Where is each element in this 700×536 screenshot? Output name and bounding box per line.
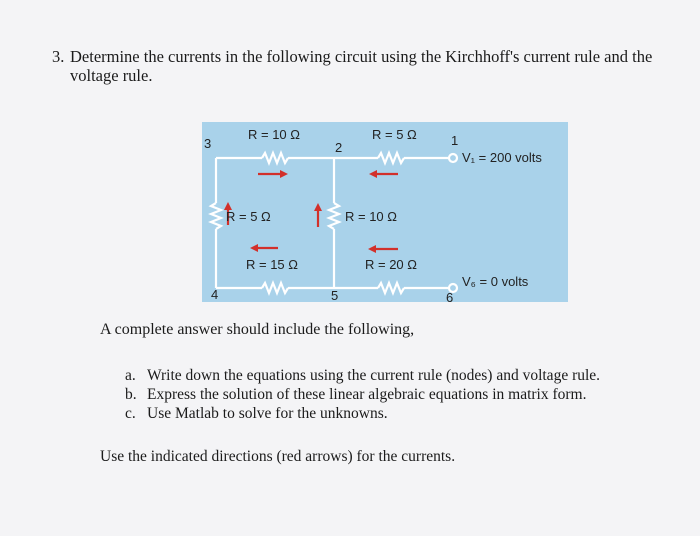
resistor-top-left-symbol: [262, 153, 288, 163]
question-text: Determine the currents in the following circuit using the Kirchhoff's current rule and the voltage rule.: [70, 47, 653, 85]
resistor-bottom-left-symbol: [262, 283, 288, 293]
question-number: 3.: [52, 47, 65, 66]
node-1-label: 1: [451, 133, 459, 148]
resistor-top-left-label: R = 10 Ω: [248, 127, 300, 142]
resistor-top-right-symbol: [378, 153, 404, 163]
list-marker: c.: [125, 405, 136, 422]
instructions-outro: Use the indicated directions (red arrows) for the currents.: [100, 448, 456, 465]
list-item-text: Write down the equations using the current rule (nodes) and voltage rule.: [147, 367, 601, 384]
resistor-left-label: R = 5 Ω: [226, 209, 271, 224]
resistor-middle-symbol: [329, 203, 339, 229]
voltage-v1-label: V₁ = 200 volts: [462, 150, 542, 165]
arrow-top-right-head: [369, 170, 377, 178]
question-heading: [52, 47, 662, 85]
list-item: [125, 385, 600, 404]
list-marker: a.: [125, 367, 136, 384]
list-item-text: Use Matlab to solve for the unknowns.: [147, 405, 388, 422]
node-6-label: 6: [446, 290, 454, 302]
circuit-diagram: [202, 122, 568, 302]
instructions-intro: A complete answer should include the following,: [100, 321, 415, 338]
voltage-v6-label: V₆ = 0 volts: [462, 274, 529, 289]
list-item: [125, 366, 600, 385]
node-4-label: 4: [211, 287, 219, 302]
list-item: [125, 404, 600, 423]
list-item-text: Express the solution of these linear algebraic equations in matrix form.: [147, 386, 587, 403]
node-3-label: 3: [204, 136, 212, 151]
circuit-svg: [202, 122, 568, 302]
resistor-middle-label: R = 10 Ω: [345, 209, 397, 224]
arrow-bottom-left-head: [250, 244, 258, 252]
arrow-middle-head: [314, 203, 322, 211]
node-2-label: 2: [335, 140, 343, 155]
arrow-bottom-right-head: [368, 245, 376, 253]
list-marker: b.: [125, 386, 137, 403]
resistor-bottom-right-symbol: [378, 283, 404, 293]
arrow-top-left-head: [280, 170, 288, 178]
resistor-bottom-right-label: R = 20 Ω: [365, 257, 417, 272]
node-5-label: 5: [331, 288, 339, 302]
resistor-left-symbol: [211, 203, 221, 229]
resistor-top-right-label: R = 5 Ω: [372, 127, 417, 142]
terminal-v1: [449, 154, 457, 162]
instructions-list: [125, 366, 600, 423]
resistor-bottom-left-label: R = 15 Ω: [246, 257, 298, 272]
